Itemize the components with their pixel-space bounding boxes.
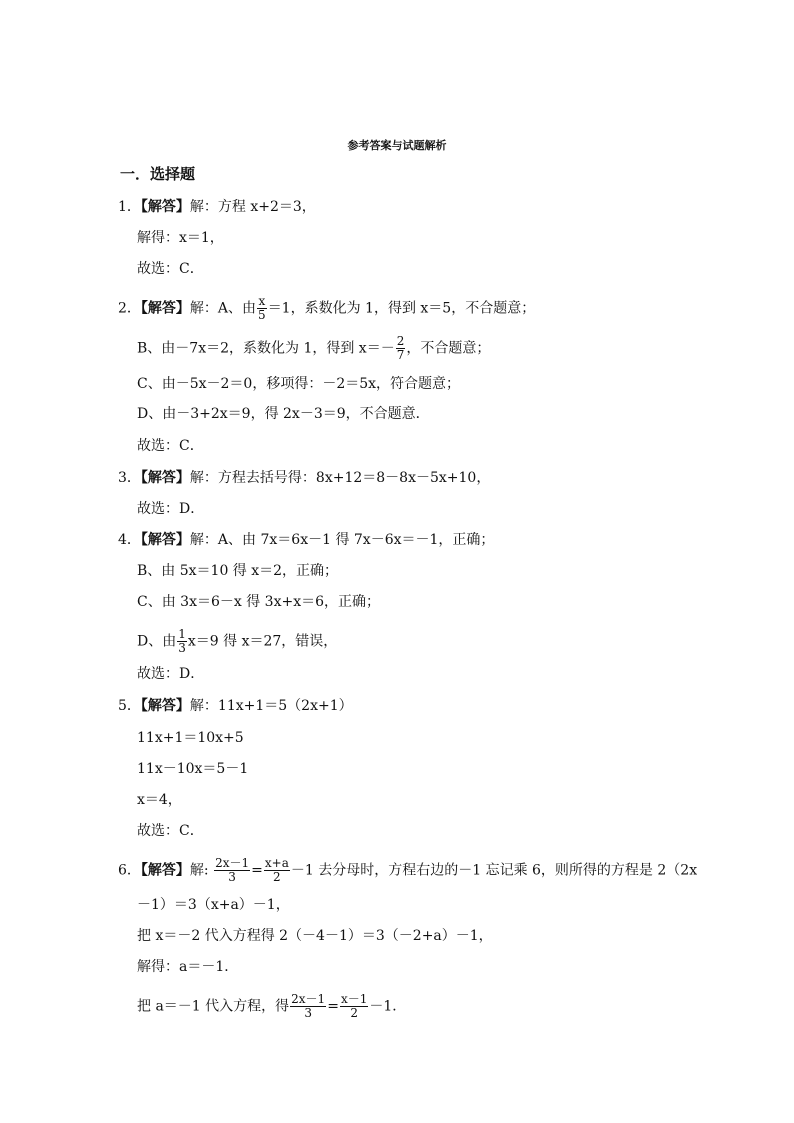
q4-line5: 故选：D． bbox=[137, 666, 205, 682]
q6-l5-f2-den: 2 bbox=[350, 1006, 358, 1020]
q2-tag: 【解答】 bbox=[140, 300, 190, 317]
q3-line2: 故选：D． bbox=[137, 501, 205, 517]
q2-a-pre: 解：A、由 bbox=[189, 300, 257, 317]
q5-line3: 11x－10x＝5－1 bbox=[137, 761, 249, 777]
q6-l5-f1-den: 3 bbox=[304, 1006, 312, 1020]
q5-text1: 解：11x+1＝5（2x+1） bbox=[189, 698, 353, 714]
q5-tag: 【解答】 bbox=[140, 698, 190, 714]
q6-line2: －1）＝3（x+a）－1， bbox=[137, 897, 290, 913]
q6-line5 bbox=[137, 993, 406, 1020]
q6-line3: 把 x＝－2 代入方程得 2（－4－1）＝3（－2+a）－1， bbox=[137, 928, 493, 944]
q2-b-den: 7 bbox=[396, 348, 405, 362]
q6-l5-eq: = bbox=[327, 998, 339, 1015]
q6-number: 6． bbox=[118, 862, 141, 879]
q4-line4 bbox=[137, 628, 337, 655]
q2-b-pre: B、由－7x＝2，系数化为 1，得到 x＝－ bbox=[137, 340, 395, 357]
q2-a-num: x bbox=[258, 294, 266, 308]
page-title: 参考答案与试题解析 bbox=[347, 139, 447, 152]
q1-number: 1． bbox=[118, 199, 141, 215]
q5-number: 5． bbox=[118, 698, 141, 714]
q2-line3: C、由－5x－2＝0，移项得：－2＝5x，符合题意； bbox=[137, 376, 461, 392]
q1-line1 bbox=[118, 198, 316, 216]
q6-l5-f1-num: 2x－1 bbox=[291, 992, 326, 1006]
q6-line4: 解得：a＝－1． bbox=[137, 959, 239, 975]
q2-line5: 故选：C． bbox=[137, 438, 204, 454]
q2-a-post: ＝1，系数化为 1，得到 x＝5，不合题意； bbox=[267, 300, 536, 317]
q6-l5-post: －1． bbox=[369, 998, 407, 1015]
q6-f2-num: x+a bbox=[264, 856, 289, 870]
q2-line1 bbox=[118, 295, 535, 322]
q6-eq: = bbox=[251, 862, 263, 879]
q6-l5-f2-num: x－1 bbox=[340, 992, 368, 1006]
q2-line4: D、由－3+2x＝9，得 2x－3＝9，不合题意． bbox=[137, 406, 430, 422]
q3-tag: 【解答】 bbox=[140, 470, 190, 486]
q5-line2: 11x+1＝10x+5 bbox=[137, 730, 244, 746]
q4-d-pre: D、由 bbox=[137, 633, 177, 650]
q2-a-den: 5 bbox=[258, 308, 266, 322]
q4-d-fraction bbox=[177, 628, 187, 655]
q4-line2: B、由 5x＝10 得 x＝2，正确； bbox=[137, 563, 339, 579]
q6-tag: 【解答】 bbox=[140, 862, 190, 879]
q6-line1 bbox=[118, 857, 697, 884]
q3-line1 bbox=[118, 469, 490, 487]
q6-pre: 解: bbox=[189, 862, 209, 879]
q6-f2-den: 2 bbox=[273, 870, 281, 884]
q1-line3: 故选：C． bbox=[137, 261, 204, 277]
q6-l5-fraction-1 bbox=[290, 993, 326, 1020]
q5-line5: 故选：C． bbox=[137, 823, 204, 839]
q6-fraction-1 bbox=[214, 857, 250, 884]
q4-d-post: x＝9 得 x＝27，错误， bbox=[187, 633, 338, 650]
section-heading: 一．选择题 bbox=[120, 165, 196, 183]
q4-line3: C、由 3x＝6－x 得 3x+x＝6，正确； bbox=[137, 594, 381, 610]
q1-text1: 解：方程 x+2＝3， bbox=[189, 199, 316, 215]
q6-post: －1 去分母时，方程右边的－1 忘记乘 6，则所得的方程是 2（2x bbox=[290, 862, 698, 879]
q4-line1 bbox=[118, 531, 494, 549]
q1-line2: 解得：x＝1， bbox=[137, 230, 224, 246]
q2-b-num: 2 bbox=[396, 334, 405, 348]
q6-f1-num: 2x－1 bbox=[215, 856, 250, 870]
q4-tag: 【解答】 bbox=[140, 532, 190, 548]
q5-line1 bbox=[118, 697, 353, 715]
q4-a: 解：A、由 7x＝6x－1 得 7x－6x＝－1，正确； bbox=[189, 532, 495, 548]
q4-d-num: 1 bbox=[178, 627, 186, 641]
q5-line4: x＝4， bbox=[137, 792, 182, 808]
q3-number: 3． bbox=[118, 470, 141, 486]
q3-text1: 解：方程去括号得：8x+12＝8－8x－5x+10， bbox=[189, 470, 491, 486]
q6-fraction-2 bbox=[264, 857, 290, 884]
q6-l5-fraction-2 bbox=[340, 993, 368, 1020]
q6-f1-den: 3 bbox=[228, 870, 236, 884]
q1-tag: 【解答】 bbox=[140, 199, 190, 215]
q2-a-fraction bbox=[257, 295, 267, 322]
q6-l5-pre: 把 a＝－1 代入方程，得 bbox=[137, 998, 290, 1015]
q2-b-post: ，不合题意； bbox=[406, 340, 491, 357]
q2-line2 bbox=[137, 335, 490, 362]
q2-b-fraction bbox=[396, 335, 406, 362]
q4-number: 4． bbox=[118, 532, 141, 548]
q4-d-den: 3 bbox=[178, 641, 186, 655]
q2-number: 2． bbox=[118, 300, 141, 317]
